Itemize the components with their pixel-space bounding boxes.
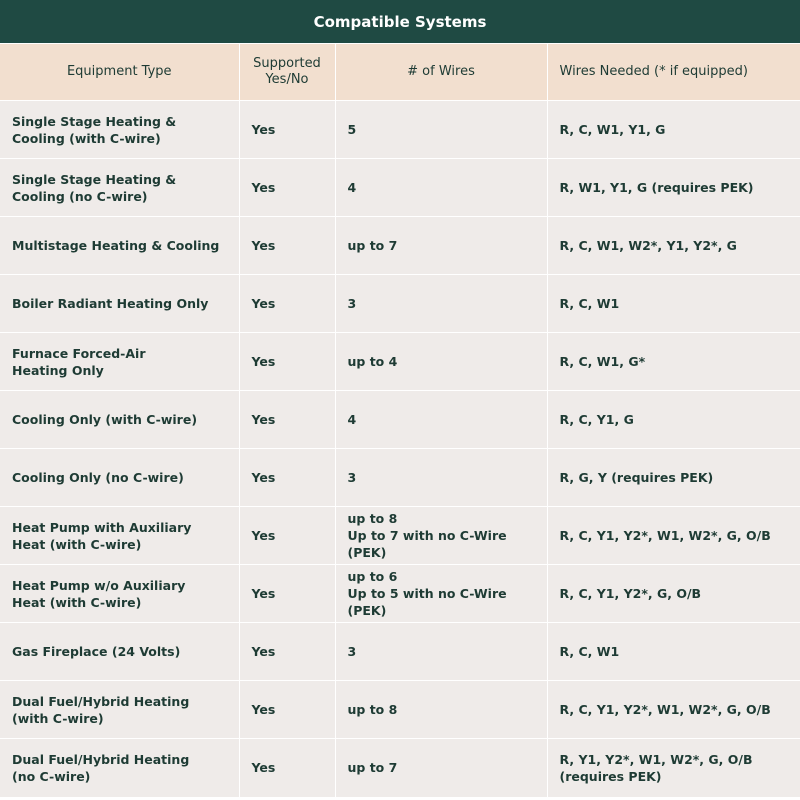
table-row bbox=[0, 739, 800, 797]
header-equipment-type: Equipment Type bbox=[0, 44, 239, 101]
cell-wires-needed: R, C, W1 bbox=[547, 623, 800, 681]
cell-wires-needed: R, C, W1, G* bbox=[547, 333, 800, 391]
table-row bbox=[0, 507, 800, 565]
cell-supported: Yes bbox=[239, 217, 335, 275]
cell-supported: Yes bbox=[239, 565, 335, 623]
cell-equipment-type: Gas Fireplace (24 Volts) bbox=[0, 623, 239, 681]
cell-wires-needed: R, C, W1, Y1, G bbox=[547, 101, 800, 159]
cell-wire-count: 4 bbox=[335, 391, 547, 449]
cell-equipment-type: Furnace Forced-Air Heating Only bbox=[0, 333, 239, 391]
table-row bbox=[0, 217, 800, 275]
cell-wire-count: 5 bbox=[335, 101, 547, 159]
cell-wire-count: up to 8 bbox=[335, 681, 547, 739]
cell-supported: Yes bbox=[239, 101, 335, 159]
cell-wire-count: up to 4 bbox=[335, 333, 547, 391]
header-row bbox=[0, 44, 800, 101]
cell-equipment-type: Cooling Only (with C-wire) bbox=[0, 391, 239, 449]
table-row bbox=[0, 101, 800, 159]
table-row bbox=[0, 275, 800, 333]
header-supported: Supported Yes/No bbox=[239, 44, 335, 101]
cell-wires-needed: R, C, W1 bbox=[547, 275, 800, 333]
cell-equipment-type: Heat Pump with Auxiliary Heat (with C-wire) bbox=[0, 507, 239, 565]
cell-wire-count: 3 bbox=[335, 275, 547, 333]
header-wires-needed: Wires Needed (* if equipped) bbox=[547, 44, 800, 101]
table-row bbox=[0, 623, 800, 681]
cell-wires-needed: R, W1, Y1, G (requires PEK) bbox=[547, 159, 800, 217]
cell-equipment-type: Single Stage Heating & Cooling (with C-wire) bbox=[0, 101, 239, 159]
cell-supported: Yes bbox=[239, 739, 335, 797]
cell-equipment-type: Single Stage Heating & Cooling (no C-wire) bbox=[0, 159, 239, 217]
cell-supported: Yes bbox=[239, 681, 335, 739]
cell-wires-needed: R, G, Y (requires PEK) bbox=[547, 449, 800, 507]
cell-supported: Yes bbox=[239, 449, 335, 507]
header-wire-count: # of Wires bbox=[335, 44, 547, 101]
cell-wire-count: up to 7 bbox=[335, 739, 547, 797]
table-row bbox=[0, 159, 800, 217]
cell-equipment-type: Heat Pump w/o Auxiliary Heat (with C-wire) bbox=[0, 565, 239, 623]
cell-supported: Yes bbox=[239, 275, 335, 333]
table-row bbox=[0, 565, 800, 623]
cell-supported: Yes bbox=[239, 507, 335, 565]
cell-wires-needed: R, C, Y1, Y2*, G, O/B bbox=[547, 565, 800, 623]
cell-wires-needed: R, C, Y1, Y2*, W1, W2*, G, O/B bbox=[547, 681, 800, 739]
cell-wires-needed: R, C, Y1, G bbox=[547, 391, 800, 449]
cell-supported: Yes bbox=[239, 159, 335, 217]
table-row bbox=[0, 391, 800, 449]
cell-supported: Yes bbox=[239, 333, 335, 391]
cell-equipment-type: Multistage Heating & Cooling bbox=[0, 217, 239, 275]
cell-supported: Yes bbox=[239, 623, 335, 681]
compatibility-table bbox=[0, 43, 800, 797]
cell-wire-count: up to 6 Up to 5 with no C-Wire (PEK) bbox=[335, 565, 547, 623]
cell-wire-count: up to 8 Up to 7 with no C-Wire (PEK) bbox=[335, 507, 547, 565]
cell-wire-count: 3 bbox=[335, 449, 547, 507]
cell-wires-needed: R, C, Y1, Y2*, W1, W2*, G, O/B bbox=[547, 507, 800, 565]
cell-wire-count: 3 bbox=[335, 623, 547, 681]
cell-equipment-type: Cooling Only (no C-wire) bbox=[0, 449, 239, 507]
cell-wire-count: 4 bbox=[335, 159, 547, 217]
cell-wires-needed: R, Y1, Y2*, W1, W2*, G, O/B (requires PEK) bbox=[547, 739, 800, 797]
table-row bbox=[0, 333, 800, 391]
table-title: Compatible Systems bbox=[0, 0, 800, 43]
cell-equipment-type: Dual Fuel/Hybrid Heating (with C-wire) bbox=[0, 681, 239, 739]
cell-supported: Yes bbox=[239, 391, 335, 449]
cell-wires-needed: R, C, W1, W2*, Y1, Y2*, G bbox=[547, 217, 800, 275]
table-row bbox=[0, 681, 800, 739]
cell-equipment-type: Dual Fuel/Hybrid Heating (no C-wire) bbox=[0, 739, 239, 797]
cell-wire-count: up to 7 bbox=[335, 217, 547, 275]
table-row bbox=[0, 449, 800, 507]
cell-equipment-type: Boiler Radiant Heating Only bbox=[0, 275, 239, 333]
